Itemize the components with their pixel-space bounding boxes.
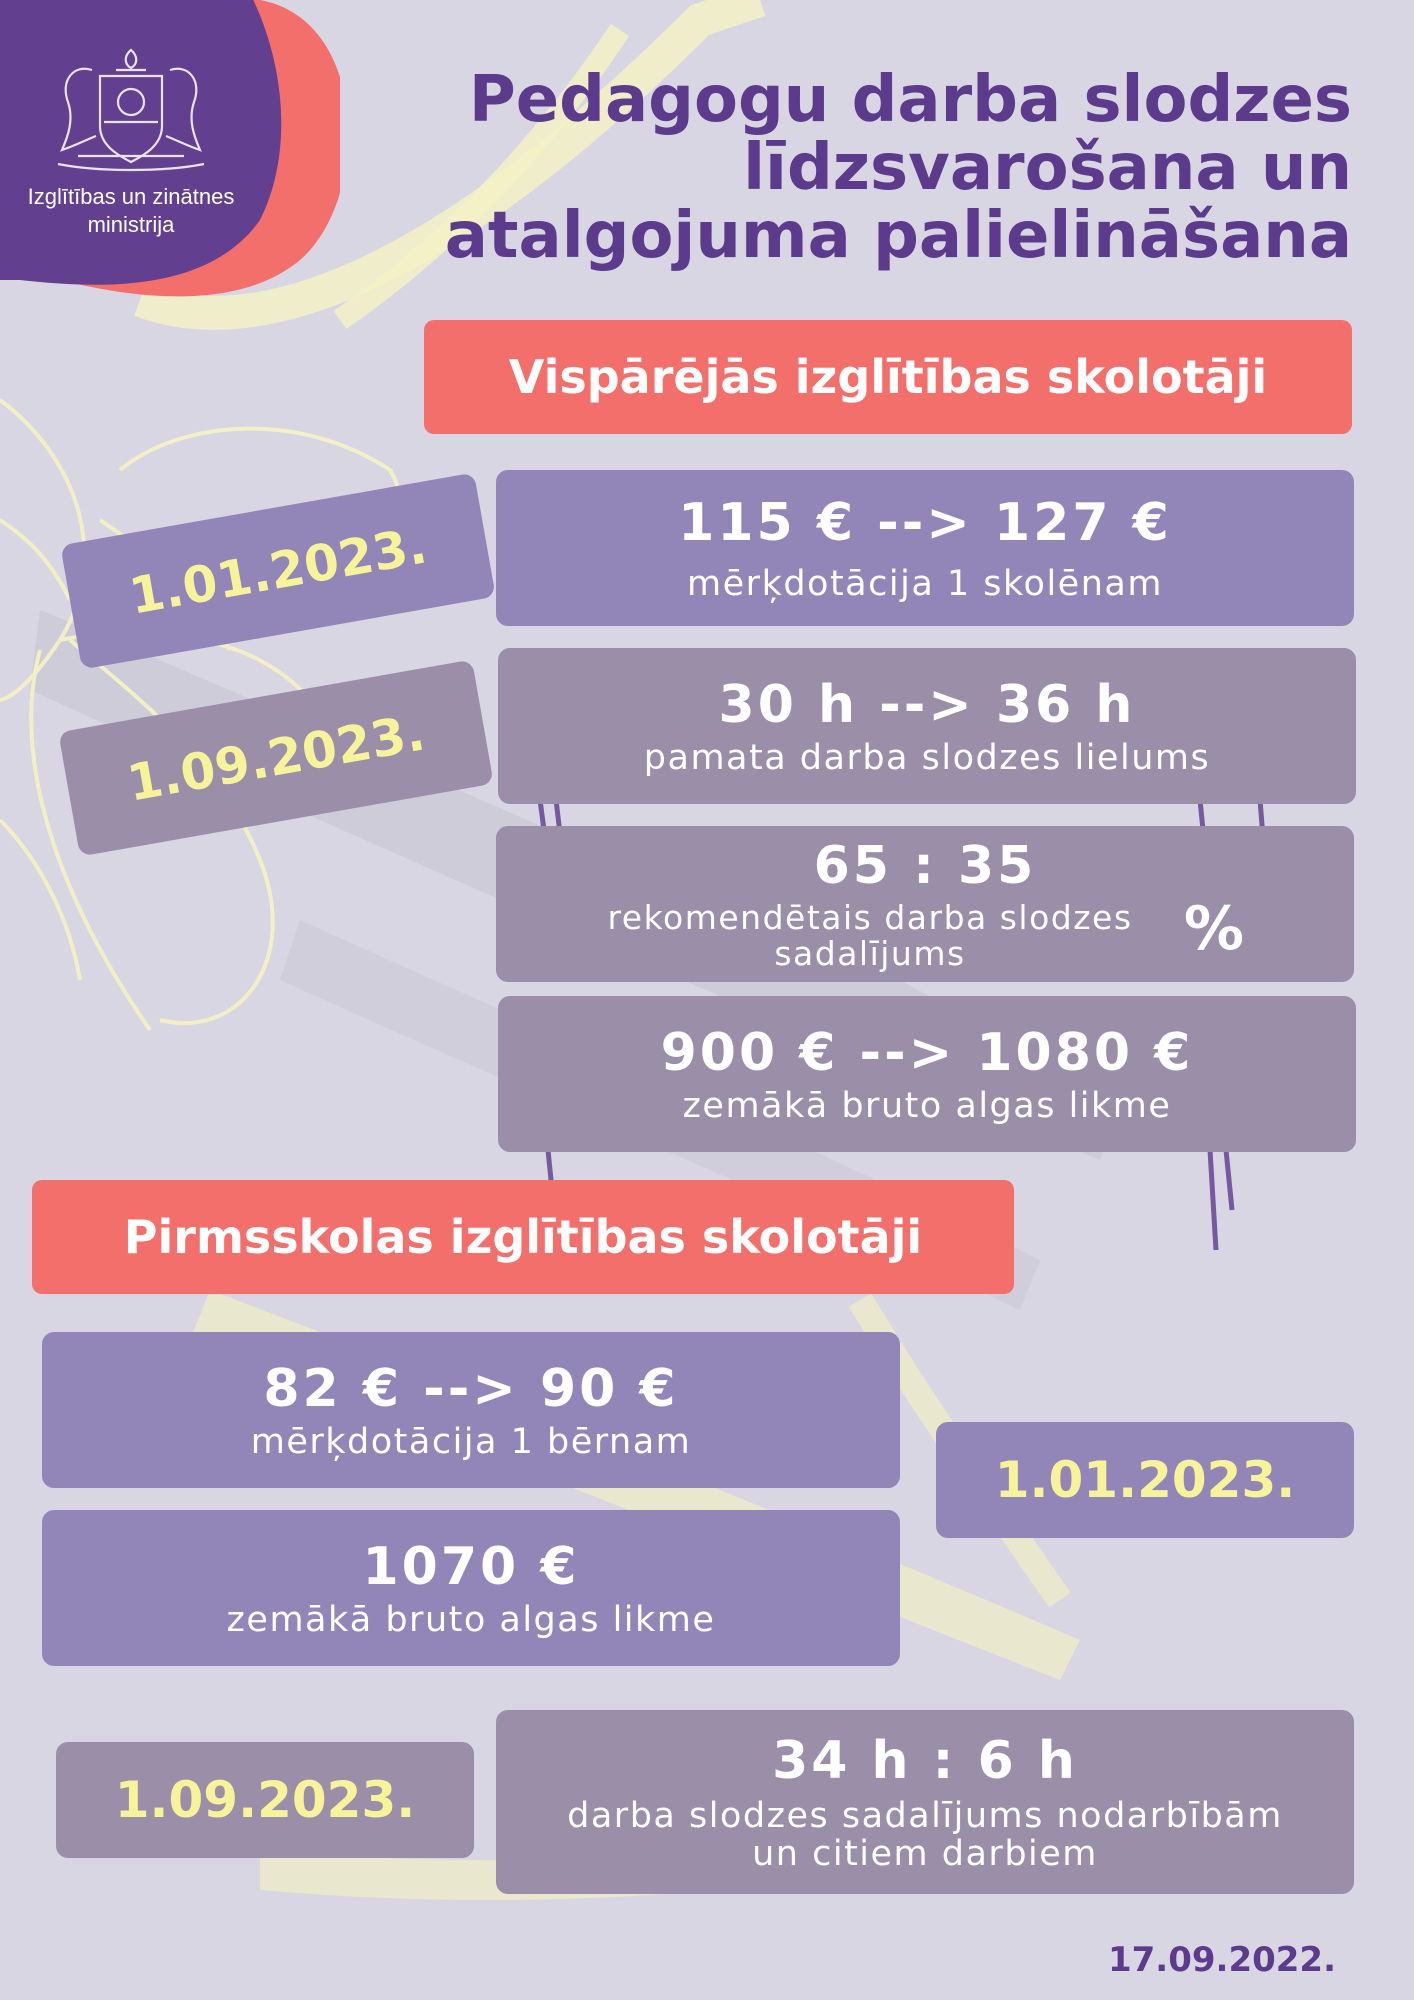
latvian-coat-of-arms-icon [38,40,224,176]
preschool-card-per-child [42,1332,900,1488]
preschool-date-tag-2: 1.09.2023. [56,1742,474,1858]
general-card-per-student [496,470,1354,626]
title-line3: atalgojuma palielināšana [444,199,1352,273]
preschool-date-tag-1: 1.01.2023. [936,1422,1354,1538]
card-label: zemākā bruto algas likme [226,1600,716,1640]
card-value: 34 h : 6 h [772,1731,1078,1791]
ministry-name [0,183,262,239]
card-value: 65 : 35 [813,836,1037,896]
card-value: 30 h --> 36 h [718,675,1136,735]
card-label: zemākā bruto algas likme [682,1086,1172,1126]
preschool-card-workload-split [496,1710,1354,1894]
publication-date: 17.09.2022. [1107,1940,1336,1980]
general-card-ratio [496,826,1354,982]
ministry-name-line1: Izglītības un zinātnes [27,184,235,209]
preschool-card-min-salary [42,1510,900,1666]
card-label: rekomendētais darba slodzes [607,898,1133,937]
card-label: mērķdotācija 1 skolēnam [687,564,1163,604]
card-value: 82 € --> 90 € [263,1359,679,1419]
title-line2: līdzsvarošana un [743,131,1352,205]
card-value: 115 € --> 127 € [678,493,1172,553]
card-label: mērķdotācija 1 bērnam [250,1422,692,1462]
title-line1: Pedagogu darba slodzes [468,63,1352,137]
general-education-heading: Vispārējās izglītības skolotāji [424,320,1352,434]
general-card-workload [498,648,1356,804]
percent-icon: % [1183,894,1244,964]
card-value: 1070 € [362,1537,580,1597]
page-title [352,63,1352,273]
card-label: darba slodzes sadalījums nodarbībām [567,1796,1283,1836]
card-value: 900 € --> 1080 € [660,1023,1194,1083]
preschool-education-heading: Pirmsskolas izglītības skolotāji [32,1180,1014,1294]
general-card-min-salary [498,996,1356,1152]
card-label: pamata darba slodzes lielums [643,738,1211,778]
card-label: un citiem darbiem [752,1834,1098,1874]
general-date-tag-1: 1.01.2023. [60,472,495,669]
card-label: sadalījums [774,934,966,973]
ministry-name-line2: ministrija [87,212,175,237]
general-date-tag-2: 1.09.2023. [58,659,493,856]
